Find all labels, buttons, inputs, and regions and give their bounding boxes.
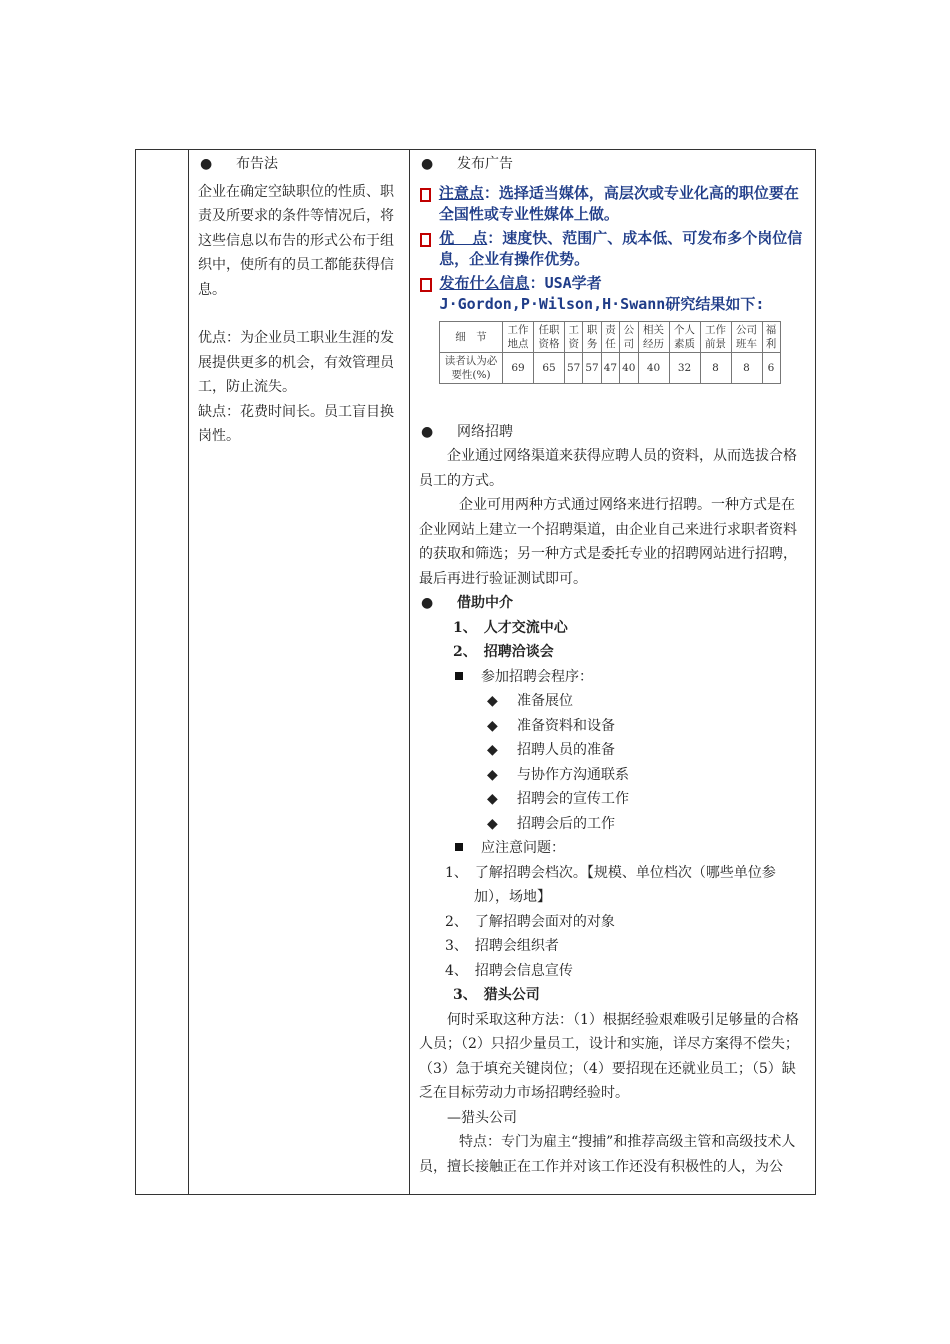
attention-item-1: 1、 了解招聘会档次。【规模、单位档次（哪些单位参加），场地】 bbox=[445, 864, 776, 905]
square-bullet-icon bbox=[455, 672, 463, 680]
note-attention: 注意点：选择适当媒体，高层次或专业化高的职位要在全国性或专业性媒体上做。 bbox=[419, 183, 807, 225]
headhunter-feature: 特点：专门为雇主“搜捕”和推荐高级主管和高级技术人员，擅长接触正在工作并对该工作还没有积极性的人，为公 bbox=[419, 1134, 796, 1175]
fair-procedure: 参加招聘会程序： bbox=[481, 668, 593, 685]
square-bullet-icon bbox=[455, 843, 463, 851]
survey-header-row: 细 节 工作地点 任职资格 工资 职务 责任 公司 相关经历 个人素质 工作前景 公司班车 福利 bbox=[440, 321, 781, 352]
agent-item-3: 3、 猎头公司 bbox=[453, 987, 540, 1003]
notice-cons: 缺点：花费时间长。员工盲目换岗性。 bbox=[198, 403, 394, 444]
checkbox-icon bbox=[420, 278, 432, 292]
survey-table bbox=[439, 321, 781, 384]
list-item: ◆ 准备资料和设备 bbox=[487, 714, 807, 739]
procedure-list bbox=[419, 689, 807, 836]
notice-method-column bbox=[188, 150, 409, 449]
content-table bbox=[135, 149, 816, 1195]
attention-heading: 应注意问题： bbox=[481, 840, 565, 856]
net-paragraph-2: 企业可用两种方式通过网络来进行招聘。一种方式是在企业网站上建立一个招聘渠道，由企业自己来进行求职者资料的获取和筛选；另一种方式是委托专业的招聘网站进行招聘，最后再进行验证测试即可。 bbox=[419, 497, 797, 587]
diamond-icon: ◆ bbox=[487, 717, 498, 734]
headhunter-label: —猎头公司 bbox=[447, 1109, 517, 1126]
diamond-icon: ◆ bbox=[487, 693, 498, 709]
list-item: ◆ 与协作方沟通联系 bbox=[487, 763, 807, 788]
diamond-icon: ◆ bbox=[487, 742, 498, 758]
list-item: ◆ 招聘会的宣传工作 bbox=[487, 787, 807, 812]
bullet-icon: ● bbox=[421, 156, 434, 172]
agent-item-1: 1、 人才交流中心 bbox=[453, 619, 568, 636]
ad-heading: 发布广告 bbox=[457, 156, 513, 172]
notice-description: 企业在确定空缺职位的性质、职责及所要求的条件等情况后，将这些信息以布告的形式公布于组织中，使所有的员工都能获得信息。 bbox=[198, 183, 394, 298]
attention-item-3: 3、 招聘会组织者 bbox=[445, 938, 559, 954]
net-heading: 网络招聘 bbox=[457, 423, 513, 440]
agent-item-2: 2、 招聘洽谈会 bbox=[453, 644, 554, 660]
diamond-icon: ◆ bbox=[487, 766, 498, 783]
bullet-icon: ● bbox=[421, 595, 434, 611]
note-what-to-publish: 发布什么信息：USA学者J·Gordon,P·Wilson,H·Swann研究结果如下: bbox=[419, 273, 807, 315]
when-to-use: 何时采取这种方法：（1）根据经验艰难吸引足够量的合格人员；（2）只招少量员工，设计和实施，详尽方案得不偿失；（3）急于填充关键岗位；（4）要招现在还就业员工；（5）缺乏在目标劳动力市场招聘经验时。 bbox=[419, 1011, 799, 1101]
bullet-icon: ● bbox=[421, 423, 434, 440]
diamond-icon: ◆ bbox=[487, 815, 498, 832]
net-paragraph-1: 企业通过网络渠道来获得应聘人员的资料，从而选拔合格员工的方式。 bbox=[419, 448, 797, 489]
list-item: ◆ 招聘人员的准备 bbox=[487, 738, 807, 763]
survey-value-row: 读者认为必要性(%) 69 65 57 57 47 40 40 32 8 8 6 bbox=[440, 352, 781, 383]
checkbox-icon bbox=[420, 188, 431, 202]
list-item: ◆ 招聘会后的工作 bbox=[487, 812, 807, 837]
notice-pros: 优点：为企业员工职业生涯的发展提供更多的机会，有效管理员工，防止流失。 bbox=[198, 330, 394, 395]
recruit-channels-column bbox=[409, 150, 815, 1179]
checkbox-icon bbox=[420, 233, 431, 247]
agent-heading: 借助中介 bbox=[457, 595, 513, 611]
attention-item-2: 2、 了解招聘会面对的对象 bbox=[445, 913, 615, 930]
attention-item-4: 4、 招聘会信息宣传 bbox=[445, 962, 573, 979]
note-advantages: 优 点：速度快、范围广、成本低、可发布多个岗位信息，企业有操作优势。 bbox=[419, 228, 807, 270]
list-item: ◆ 准备展位 bbox=[487, 689, 807, 714]
diamond-icon: ◆ bbox=[487, 791, 498, 807]
bullet-icon: ● bbox=[200, 156, 213, 172]
notice-heading: 布告法 bbox=[236, 156, 278, 172]
